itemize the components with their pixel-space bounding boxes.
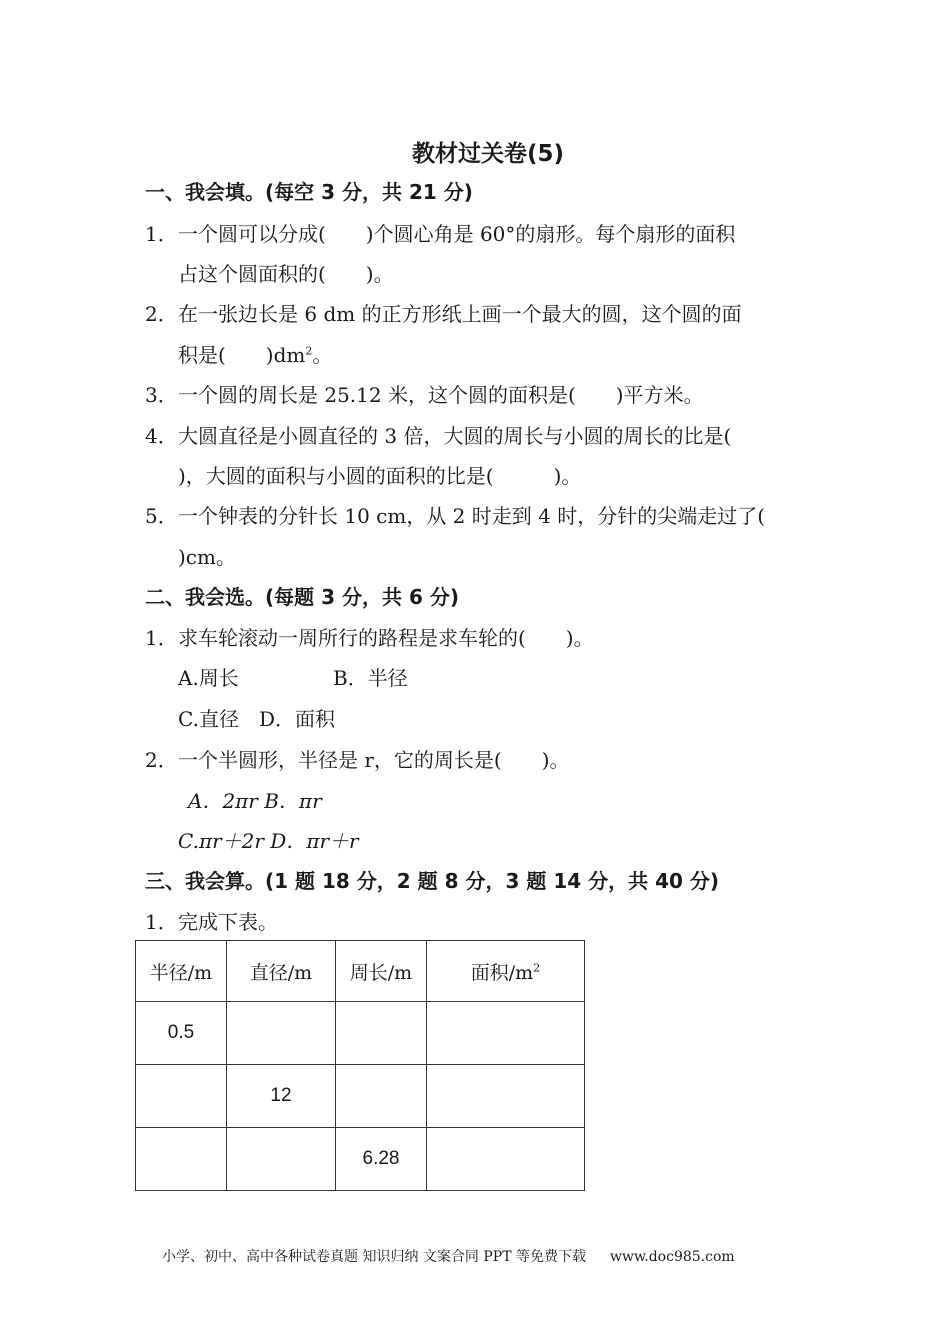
q1-1-line2: 占这个圆面积的( )。 (178, 262, 394, 286)
q1-4-line2: )，大圆的面积与小圆的面积的比是( )。 (178, 464, 582, 488)
q2-1-option-a: A.周长 (178, 666, 239, 690)
table-cell (136, 1128, 227, 1191)
header-diameter: 直径/m (227, 941, 336, 1002)
table-cell (427, 1065, 585, 1128)
footer-url[interactable]: www.doc985.com (609, 1249, 735, 1265)
q1-2-line2-end: 。 (312, 343, 333, 367)
q1-2-number: 2． (145, 302, 178, 326)
q1-2-line2-text: 积是( )dm (178, 343, 306, 367)
page-title: 教材过关卷(5) (411, 141, 565, 167)
section2-heading: 二、我会选。(每题 3 分，共 6 分) (145, 585, 459, 609)
q2-1-option-b: B．半径 (333, 666, 408, 690)
header-area-text: 面积/m (470, 961, 534, 984)
q1-4-number: 4． (145, 424, 178, 448)
table-cell (427, 1128, 585, 1191)
q1-3-line1: 一个圆的周长是 25.12 米，这个圆的面积是( )平方米。 (178, 383, 704, 407)
q1-5-line2: )cm。 (178, 545, 236, 569)
header-circumference: 周长/m (336, 941, 427, 1002)
q1-2-line2 (178, 339, 332, 368)
circle-table (135, 940, 585, 1191)
table-cell (136, 1065, 227, 1128)
q2-2-line1: 一个半圆形，半径是 r，它的周长是( )。 (178, 748, 570, 772)
header-area-superscript: 2 (533, 961, 541, 975)
table-cell (227, 1002, 336, 1065)
table-header-row (136, 941, 585, 1002)
q2-1-number: 1． (145, 626, 178, 650)
q2-1-options-cd: C.直径 D．面积 (178, 707, 335, 731)
table-cell (336, 1065, 427, 1128)
header-area (427, 941, 585, 1002)
table-row (136, 1128, 585, 1191)
q1-4-line1: 大圆直径是小圆直径的 3 倍，大圆的周长与小圆的周长的比是( (178, 424, 732, 448)
q1-5-number: 5． (145, 504, 178, 528)
footer-text: 小学、初中、高中各种试卷真题 知识归纳 文案合同 PPT 等免费下载 (162, 1249, 586, 1265)
table-cell: 12 (227, 1065, 336, 1128)
table-row (136, 1065, 585, 1128)
table-cell (336, 1002, 427, 1065)
footer (162, 1246, 735, 1266)
table-cell: 0.5 (136, 1002, 227, 1065)
table-cell (427, 1002, 585, 1065)
q1-5-line1: 一个钟表的分针长 10 cm，从 2 时走到 4 时，分针的尖端走过了( (178, 504, 766, 528)
table-cell (227, 1128, 336, 1191)
section1-heading: 一、我会填。(每空 3 分，共 21 分) (145, 180, 473, 204)
q1-2-line1: 在一张边长是 6 dm 的正方形纸上画一个最大的圆，这个圆的面 (178, 302, 742, 326)
q1-2-superscript: 2 (305, 344, 313, 358)
table-row (136, 1002, 585, 1065)
q2-2-options-cd: C.πr＋2r D．πr＋r (178, 829, 359, 853)
table-cell: 6.28 (336, 1128, 427, 1191)
section3-heading: 三、我会算。(1 题 18 分，2 题 8 分，3 题 14 分，共 40 分) (145, 869, 720, 893)
q1-1-number: 1． (145, 222, 178, 246)
q3-1-line1: 完成下表。 (178, 910, 278, 934)
q3-1-number: 1． (145, 910, 178, 934)
q2-2-number: 2． (145, 748, 178, 772)
q1-1-line1: 一个圆可以分成( )个圆心角是 60°的扇形。每个扇形的面积 (178, 222, 736, 246)
q1-3-number: 3． (145, 383, 178, 407)
q2-1-line1: 求车轮滚动一周所行的路程是求车轮的( )。 (178, 626, 594, 650)
header-radius: 半径/m (136, 941, 227, 1002)
q2-2-options-ab: A．2πr B．πr (188, 789, 322, 813)
